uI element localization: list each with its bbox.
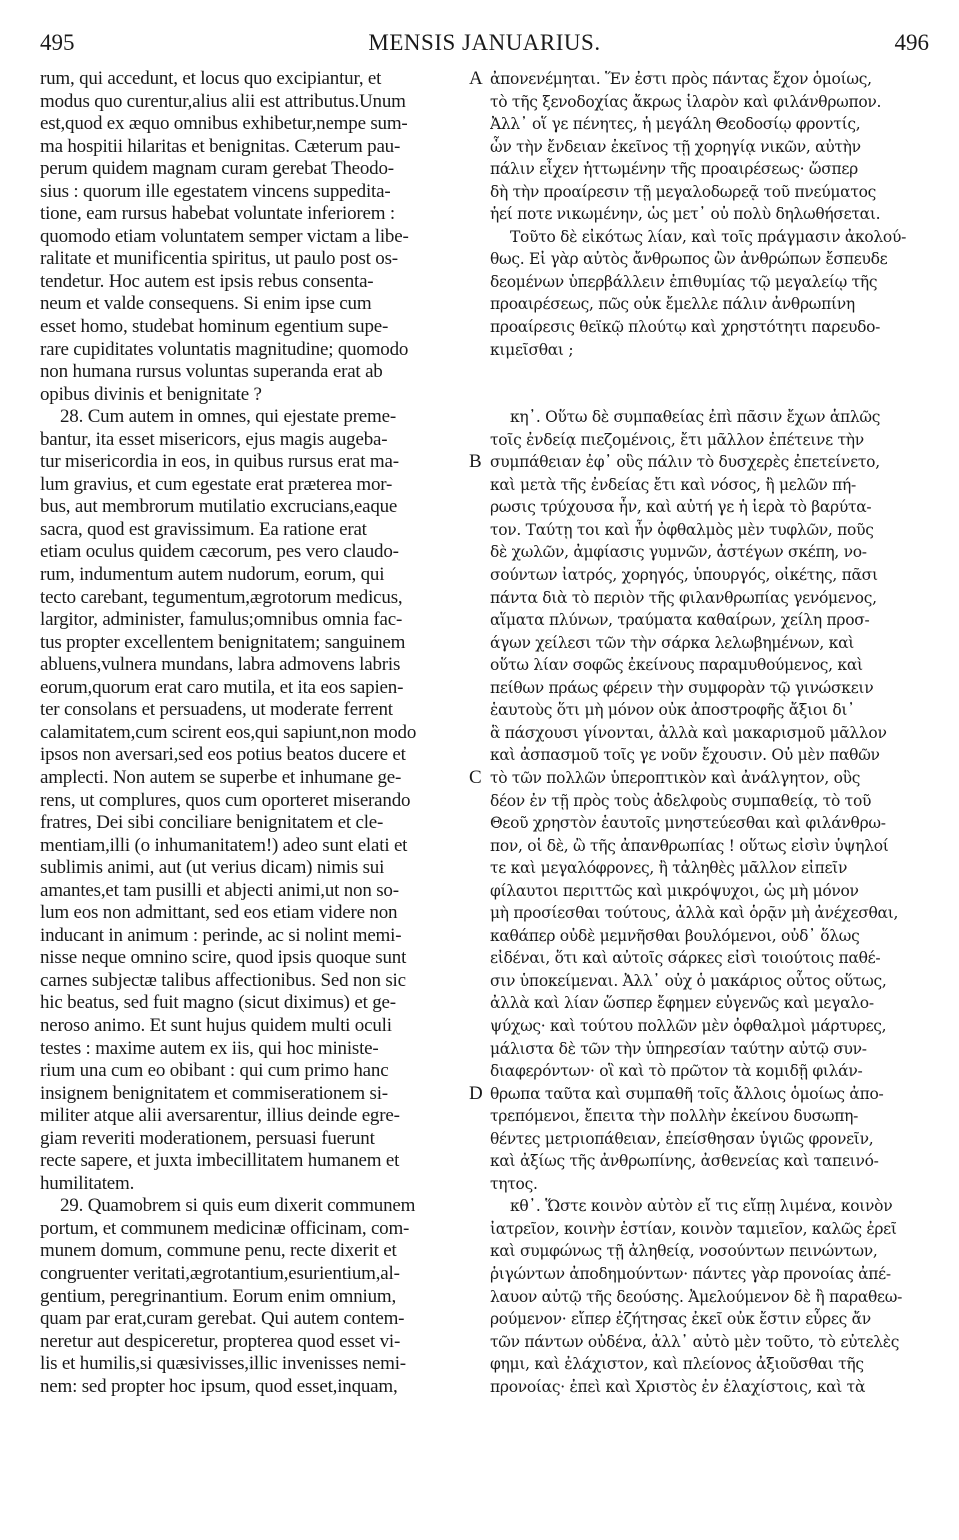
latin-text-line: nem: sed propter hoc ipsum, quod esset,inquam, [40, 1375, 398, 1397]
latin-text-line: lis et humilis,si quæsivisses,illic invenisses nemi- [40, 1353, 406, 1375]
greek-text-line: καὶ μετὰ τῆς ἐνδείας ἔτι καὶ νόσος, ἢ μελῶν πή- [490, 475, 856, 494]
greek-text-line: μὴ προσίεσθαι τούτους, ἀλλὰ καὶ ὁρᾷν μὴ ἀνέχεσθαι, [490, 904, 899, 923]
latin-text-line: carnes subjectæ talibus affectionibus. Sed non sic [40, 969, 406, 991]
greek-text-line: θως. Εἰ γὰρ αὐτὸς ἄνθρωπος ὢν ἀνθρώπων ἔσπευδε [490, 250, 888, 269]
greek-text-line: τοῖς ἐνδείᾳ πιεζομένοις, ἔτι μᾶλλον ἐπέτεινε τὴν [490, 430, 864, 449]
latin-text-line: tione, eam rursus habebat voluntate inferiorem : [40, 203, 395, 225]
greek-text-line [490, 384, 930, 407]
greek-text-line: ἰατρεῖον, κοινὴν ἑστίαν, κοινὸν ταμιεῖον, καλῶς ἐρεῖ [490, 1219, 897, 1238]
latin-text-line: neroso animo. Et sunt hujus quidem multi oculi [40, 1014, 392, 1036]
latin-text-line: amantes,et tam pusilli et abjecti animi,ut non so- [40, 879, 399, 901]
latin-text-line: quam par erat,curam gerebat. Qui autem contem- [40, 1308, 405, 1330]
page-header [40, 30, 929, 64]
greek-text-line: δὴ τὴν προαίρεσιν τῇ μεγαλοδωρεᾷ τοῦ πνεύματος [490, 182, 877, 201]
greek-text-line: κθ᾽. Ὥστε κοινὸν αὐτὸν εἴ τις εἴπῃ λιμένα, κοινὸν [510, 1197, 893, 1216]
section-marker: C [469, 767, 482, 789]
greek-text-line [490, 361, 930, 384]
greek-text-line: ὧν τὴν ἔνδειαν ἐκεῖνος τῇ χορηγίᾳ νικῶν, αὐτὴν [490, 137, 861, 156]
latin-text-line: rium una cum eo obibant : qui cum primo hanc [40, 1060, 389, 1082]
greek-text-line: δεομένων ὑπερβάλλειν ἐπιθυμίας τῷ μεγαλείῳ τῆς [490, 272, 878, 291]
latin-text-line: 29. Quamobrem si quis eum dixerit communem [60, 1195, 416, 1217]
latin-text-line: largitor, administer, famulus;omnibus omnia fac- [40, 609, 403, 631]
greek-text-line: Θεοῦ χρηστὸν ἑαυτοῖς μνηστεύεσθαι καὶ φιλάνθρω- [490, 814, 886, 833]
latin-text-line: amplecti. Non autem se superbe et inhumane ge- [40, 766, 402, 788]
greek-text-line: ἀλλὰ καὶ λίαν ὥσπερ ἔφημεν εὐγενῶς καὶ μεγαλο- [490, 994, 874, 1013]
latin-text-line: tendetur. Hoc autem est ipsis rebus consenta- [40, 270, 374, 292]
latin-text-line: munem domum, commune penu, recte dixerit et [40, 1240, 397, 1262]
greek-text-line: πον, οἱ δὲ, ὢ τῆς ἀπανθρωπίας ! οὕτως εἰσὶν ὑψηλοί [490, 836, 889, 855]
latin-text-line: neretur aut despiceretur, propterea quod esset vi- [40, 1330, 401, 1352]
greek-text-line: καὶ ἀσπασμοῦ τοῖς γε νοῦν ἔχουσιν. Οὐ μὲν παθῶν [490, 746, 880, 765]
greek-text-line: τὸ τῆς ξενοδοχίας ἄκρως ἱλαρὸν καὶ φιλάνθρωπον. [490, 92, 882, 111]
greek-text-line: θρωπα ταῦτα καὶ συμπαθῆ τοῖς ἄλλοις ὁμοίως ἀπο- [490, 1084, 884, 1103]
latin-text-line: calamitatem,cum scirent eos,qui sapiunt,non modo [40, 721, 417, 743]
section-marker: A [469, 68, 483, 89]
latin-text-line: hic beatus, sed fuit magno (sicut diximus) et ge- [40, 992, 396, 1014]
greek-text-line: τε καὶ μεγαλόφρονες, ἢ τἀληθὲς μᾶλλον εἰπεῖν [490, 859, 848, 878]
latin-text-line: rum, indumentum autem nudorum, eorum, qui [40, 564, 385, 586]
latin-text-line: fratres, Dei sibi conciliare benignitatem et cle- [40, 812, 384, 834]
latin-text-line: quomodo etiam voluntatem semper victam a libe- [40, 225, 409, 247]
greek-text-line: ῥιγώντων ἀποδημούντων· πάντες γὰρ προνοίας ἀπέ- [490, 1264, 891, 1283]
greek-text-line: λαυον αὐτῷ τῆς δεούσης. Ἀμελούμενον δὲ ἢ παραθεω- [490, 1287, 903, 1306]
greek-text-line: τρεπόμενοι, ἔπειτα τὴν πολλὴν ἐκείνου δυσωπη- [490, 1107, 859, 1126]
latin-text-line: congruenter veritati,ægrotantium,esurientium,al- [40, 1262, 400, 1284]
latin-text-line: rum, qui accedunt, et locus quo excipiantur, et [40, 68, 382, 89]
latin-text-line: gentium, peregrinantium. Eorum enim omnium, [40, 1285, 397, 1307]
latin-text-line: sacra, quod est gravissimum. Ea ratione erat [40, 518, 367, 540]
greek-text-line: ἑαυτοὺς ὅτι μὴ μόνον οὐκ ἀποστροφῆς ἄξιοι δι᾽ [490, 701, 855, 720]
greek-text-line: συμπάθειαν ἐφ᾽ οὓς πάλιν τὸ δυσχερὲς ἐπετείνετο, [490, 453, 880, 472]
greek-text-line: κιμεῖσθαι ; [490, 340, 574, 359]
greek-text-line: τητος. [490, 1174, 538, 1193]
greek-text-line: Ἀλλ᾽ οἵ γε πένητες, ἡ μεγάλη Θεοδοσίῳ φροντίς, [490, 115, 861, 134]
latin-text-line: esset homo, studebat hominum egentium supe- [40, 316, 389, 338]
latin-text-line: rens, ut complures, quos cum oporteret miserando [40, 789, 411, 811]
greek-text-line: σιν ὑποκείμεναι. Ἀλλ᾽ οὐχ ὁ μακάριος οὗτος οὕτως, [490, 971, 887, 990]
latin-text-line: tus propter excellentem benignitatem; sanguinem [40, 631, 406, 653]
greek-text-line: ἀπονενέμηται. Ἕν ἐστι πρὸς πάντας ἔχον ὁμοίως, [490, 70, 872, 88]
latin-text-line: nisse neque omnino scire, quod ipsis quoque sunt [40, 947, 407, 969]
latin-text-line: 28. Cum autem in omnes, qui ejestate preme- [60, 406, 396, 428]
latin-text-line: opibus divinis et benignitate ? [40, 383, 262, 405]
latin-text-line: inducant in animum : perinde, ac si nolint memi- [40, 924, 402, 946]
latin-text-line: lum gravius, et cum egestate erat præterea mor- [40, 473, 393, 495]
latin-text-line: tur misericordia in eos, in quibus rursus erat ma- [40, 451, 399, 473]
greek-text-line: άγων χείλεσι τῶν τὴν σάρκα λελωβημένων, καὶ [490, 633, 855, 652]
latin-text-line: recte sapere, et juxta imbecillitatem humanem et [40, 1150, 400, 1172]
latin-text-line: rare cupiditates voluntatis magnitudine; quomodo [40, 338, 409, 360]
latin-text-line: etiam oculus quidem cæcorum, pes vero claudo- [40, 541, 399, 563]
greek-text-line: κη᾽. Οὕτω δὲ συμπαθείας ἐπὶ πᾶσιν ἔχων ἁπλῶς [510, 408, 881, 427]
latin-column [40, 68, 472, 1398]
greek-text-line: Τοῦτο δὲ εἰκότως λίαν, καὶ τοῖς πράγμασιν ἀκολού- [510, 227, 907, 246]
latin-text-line: humilitatem. [40, 1172, 135, 1194]
page-number-right: 496 [894, 30, 929, 55]
greek-text-line: διαφερόντων· οἳ καὶ τὸ πρῶτον τὰ κομιδῇ φιλάν- [490, 1062, 863, 1081]
greek-text-line: αἵματα πλύνων, τραύματα καθαίρων, χείλη προσ- [490, 611, 870, 630]
latin-text-line: modus quo curentur,alius alii est attributus.Unum [40, 90, 406, 112]
latin-text-line: sublimis animi, aut (ut verius dicam) nimis sui [40, 857, 385, 879]
greek-text-line: καθάπερ οὐδὲ μεμνῆσθαι βουλόμενοι, οὐδ᾽ ὅλως [490, 926, 860, 945]
greek-text-line: ἃ πάσχουσι γίνονται, ἀλλὰ καὶ μακαρισμοῦ μᾶλλον [490, 723, 887, 742]
greek-text-line: τῶν πάντων οὐδένα, ἀλλ᾽ αὐτὸ μὲν τοῦτο, τὸ εὐτελὲς [490, 1332, 900, 1351]
latin-text-line: ma hospitii hilaritas et benignitas. Cæterum pau- [40, 135, 401, 157]
greek-text-line: δέον ἐν τῇ πρὸς τοὺς ἀδελφοὺς συμπαθείᾳ, τὸ τοῦ [490, 791, 872, 810]
latin-text-line: portum, et communem medicinæ officinam, com- [40, 1217, 410, 1239]
latin-text-line: abluens,vulnera mundans, labra admovens labris [40, 654, 401, 676]
greek-text-line: πάντα διὰ τὸ περιὸν τῆς φιλανθρωπίας γενόμενος, [490, 588, 877, 607]
latin-text-line: neum et valde consequens. Si enim ipse cum [40, 293, 372, 315]
latin-text-line: testes : maxime autem ex iis, qui hoc ministe- [40, 1037, 379, 1059]
greek-text-line: προαιρέσεως, πῶς οὐκ ἔμελλε πάλιν ἀνθρωπίνη [490, 295, 855, 314]
latin-text-line: mentiam,illi (o inhumanitatem!) adeo sunt elati et [40, 834, 408, 856]
greek-text-line: πάλιν εἶχεν ἡττωμένην τῆς προαιρέσεως· ὥσπερ [490, 160, 858, 179]
latin-text-line: ralitate et munificentia spiritus, ut paulo post os- [40, 248, 398, 270]
latin-text-line: insignem benignitatem et commiserationem si- [40, 1082, 388, 1104]
greek-text-line: προαίρεσις θεϊκῷ πλούτῳ καὶ χρηστότητι παρευδο- [490, 318, 881, 337]
greek-text-line: εἰδέναι, ὅτι καὶ αὐτοῖς σάρκες εἰσὶ τοιούτοις παθέ- [490, 949, 881, 968]
greek-text-line: δὲ χωλῶν, ἀμφίασις γυμνῶν, ἀστέγων σκέπη, νο- [490, 543, 867, 562]
latin-text-line: lum eos non admittant, sed eos etiam videre non [40, 902, 398, 924]
latin-text-line: bantur, ita esset misericors, ejus magis augeba- [40, 428, 388, 450]
greek-text-line: καὶ ἀξίως τῆς ἀνθρωπίνης, ἀσθενείας καὶ ταπεινό- [490, 1152, 879, 1171]
latin-text-line: eorum,quorum erat caro mutila, et ita eos sapien- [40, 676, 404, 698]
greek-text-line: σούντων ἰατρός, χορηγός, ὑπουργός, οἰκέτης, πᾶσι [490, 566, 878, 585]
latin-text-line: ter consolans et persuadens, ut moderate ferrent [40, 699, 393, 721]
greek-text-line: ρούμενον· εἴπερ ἐζήτησας ἐκεῖ οὐκ ἔστιν εὗρες ἄν [490, 1310, 871, 1329]
greek-text-line: φίλαυτοι περιττῶς καὶ μικρόψυχοι, ὡς μὴ μόνον [490, 881, 859, 900]
greek-text-line: ἡεί ποτε νικωμένην, ὡς μετ᾽ οὐ πολὺ δηλωθήσεται. [490, 205, 881, 224]
section-marker: B [469, 451, 482, 473]
greek-text-line: προνοίας· ἐπεὶ καὶ Χριστὸς ἐν ἐλαχίστοις, καὶ τὰ [490, 1377, 866, 1396]
page-number-left: 495 [40, 30, 75, 55]
latin-text-line: ipsos non aversari,sed eos potius beatos ducere et [40, 744, 406, 766]
greek-text-line: ρωσις τρύχουσα ἦν, καὶ αὐτή γε ἡ ἱερὰ τὸ βαρύτα- [490, 498, 872, 517]
greek-text-line: μάλιστα δὲ τῶν τὴν ὑπηρεσίαν ταύτην αὐτῷ συν- [490, 1039, 867, 1058]
greek-text-line: πείθων πράως φέρειν τὴν συμφορὰν τῷ γινώσκειν [490, 678, 874, 697]
latin-text-line: giam reveriti moderationem, persuasi fuerunt [40, 1127, 375, 1149]
latin-text-line: militer atque alii aversarentur, illius deinde egre- [40, 1105, 400, 1127]
latin-text-line: tecto carebant, tegumentum,ægrotorum medicus, [40, 586, 403, 608]
greek-text-line: οὕτω λίαν σοφῶς ἐκείνους παραμυθούμενος, καὶ [490, 656, 863, 675]
latin-text-line: sius : quorum ille egestatem vincens suppedita- [40, 180, 391, 202]
greek-text-line: τον. Ταύτῃ τοι καὶ ἦν ὀφθαλμὸς μὲν τυφλῶν, ποῦς [490, 520, 874, 539]
greek-text-line: τὸ τῶν πολλῶν ὑπεροπτικὸν καὶ ἀνάλγητον, οὓς [490, 768, 861, 787]
greek-text-line: θέντες μετριοπάθειαν, ἐπείσθησαν ὑγιῶς φρονεῖν, [490, 1129, 874, 1148]
latin-text-line: est,quod ex æquo omnibus exhibetur,nempe sum- [40, 113, 408, 135]
latin-text-line: perum quidem magnam curam gerebat Theodo- [40, 158, 394, 180]
running-title: MENSIS JANUARIUS. [368, 30, 601, 55]
section-marker: D [469, 1082, 483, 1104]
greek-text-line: ψύχως· καὶ τούτου πολλῶν μὲν ὀφθαλμοὶ μάρτυρες, [490, 1016, 887, 1035]
greek-text-line: φημι, καὶ ἐλάχιστον, καὶ πλείονος ἀξιοῦσθαι τῆς [490, 1355, 864, 1374]
greek-text-line: καὶ συμφώνως τῇ ἀληθείᾳ, νοσούντων πεινώντων, [490, 1242, 878, 1261]
greek-column [490, 68, 930, 1398]
latin-text-line: bus, aut membrorum mutilatio excrucians,eaque [40, 496, 398, 518]
latin-text-line: non humana rursus voluntas superanda erat ab [40, 361, 383, 383]
